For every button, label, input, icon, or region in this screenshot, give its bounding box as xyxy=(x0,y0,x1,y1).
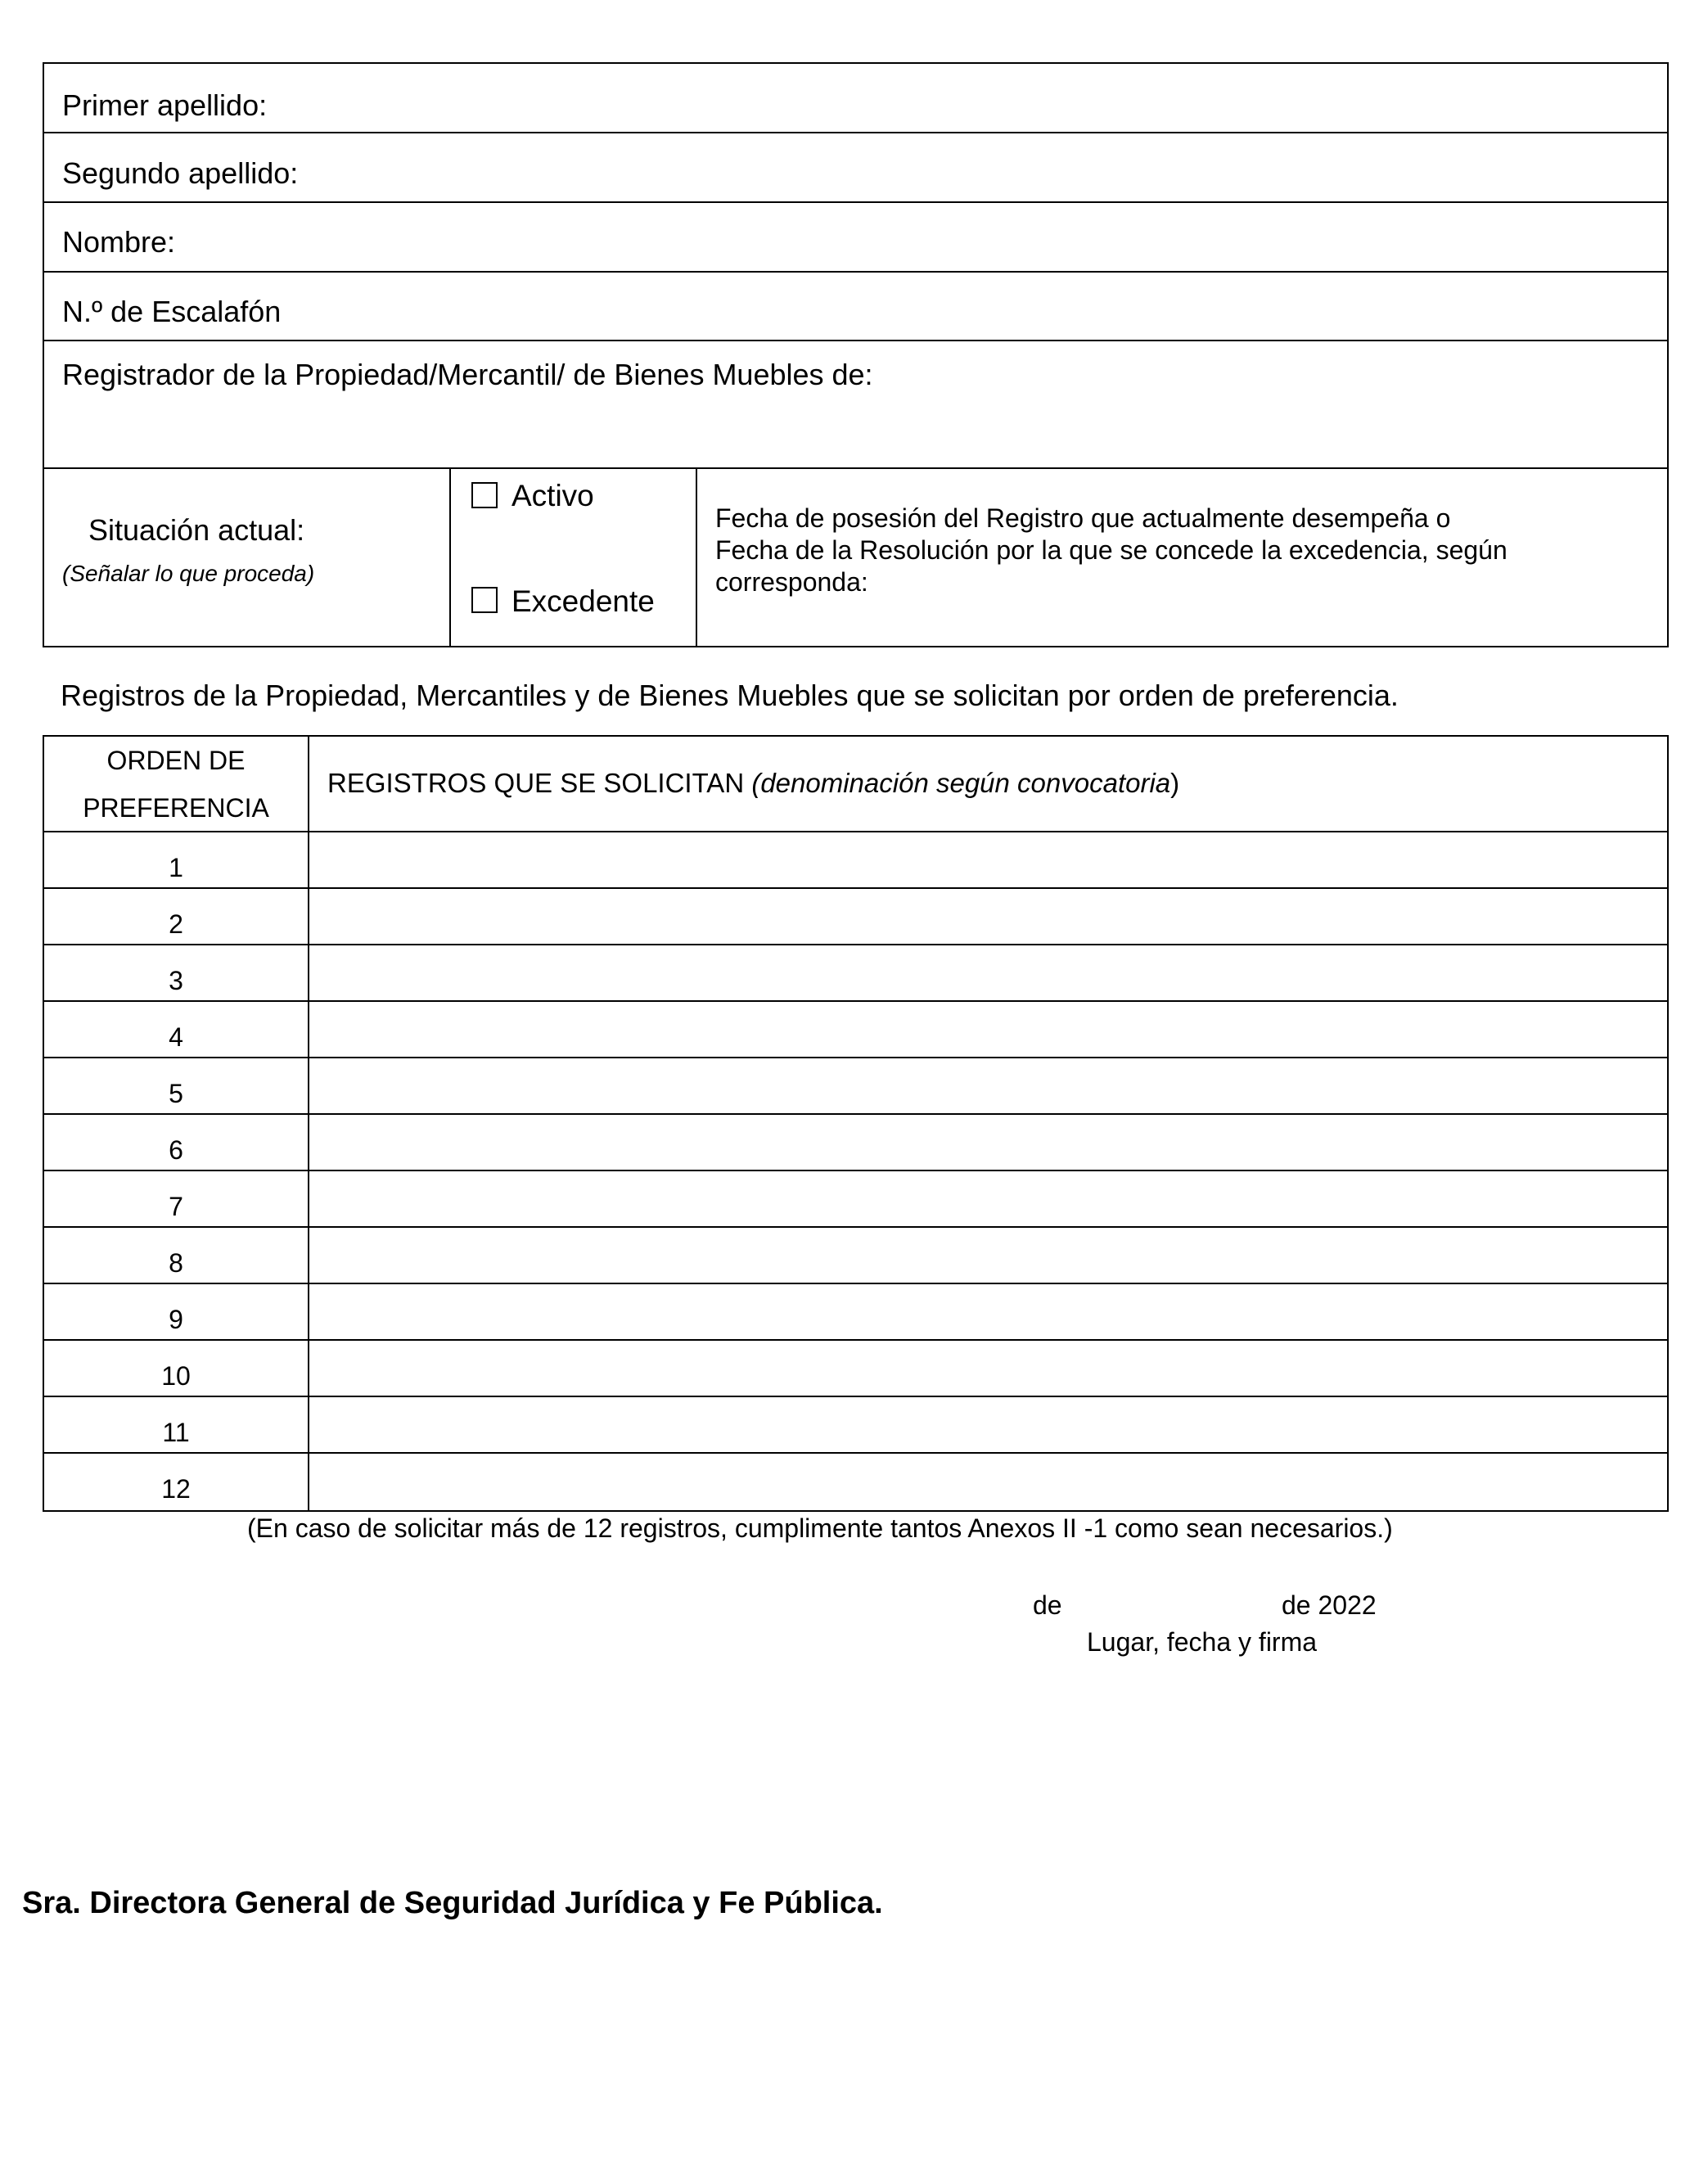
registros-header-close: ) xyxy=(1170,768,1180,798)
table-row[interactable] xyxy=(44,1002,1667,1058)
table-row[interactable] xyxy=(44,1115,1667,1171)
orden-header xyxy=(44,737,309,831)
situacion-label: Situación actual: xyxy=(88,513,305,547)
situacion-hint: (Señalar lo que proceda) xyxy=(62,561,315,586)
registros-header-italic: (denominación según convocatoria xyxy=(751,768,1171,798)
activo-checkbox[interactable] xyxy=(471,482,498,508)
registros-header-label xyxy=(327,768,1179,799)
registros-table xyxy=(43,735,1669,1512)
orden-number: 12 xyxy=(44,1454,309,1510)
orden-number: 9 xyxy=(44,1284,309,1339)
firma-de-2: de 2022 xyxy=(1282,1590,1377,1620)
orden-header-line1: ORDEN DE xyxy=(106,746,246,775)
orden-number: 10 xyxy=(44,1341,309,1396)
orden-number: 11 xyxy=(44,1397,309,1452)
field-segundo-apellido[interactable] xyxy=(44,133,1667,203)
table-row[interactable] xyxy=(44,1228,1667,1284)
registros-header-main: REGISTROS QUE SE SOLICITAN xyxy=(327,768,752,798)
fecha-line-2: Fecha de la Resolución por la que se concede la excedencia, según xyxy=(715,535,1507,565)
fecha-line-1: Fecha de posesión del Registro que actualmente desempeña o xyxy=(715,503,1451,533)
field-primer-apellido[interactable] xyxy=(44,64,1667,133)
table-row[interactable] xyxy=(44,1284,1667,1341)
registros-note: (En caso de solicitar más de 12 registros, cumplimente tantos Anexos II -1 como sean necesarios.) xyxy=(247,1513,1393,1543)
table-row[interactable] xyxy=(44,832,1667,889)
registros-header xyxy=(44,737,1667,832)
table-row[interactable] xyxy=(44,889,1667,945)
orden-header-line2: PREFERENCIA xyxy=(83,793,269,823)
situacion-options-cell xyxy=(451,469,697,646)
orden-number: 4 xyxy=(44,1002,309,1057)
table-row[interactable] xyxy=(44,1397,1667,1454)
registros-intro: Registros de la Propiedad, Mercantiles y de Bienes Muebles que se solicitan por orden de preferencia. xyxy=(61,679,1399,712)
orden-number: 3 xyxy=(44,945,309,1000)
orden-number: 7 xyxy=(44,1171,309,1226)
fecha-text xyxy=(715,503,1507,598)
nombre-label: Nombre: xyxy=(62,225,176,259)
orden-number: 2 xyxy=(44,889,309,944)
primer-apellido-label: Primer apellido: xyxy=(62,88,268,122)
table-row[interactable] xyxy=(44,945,1667,1002)
table-row[interactable] xyxy=(44,1171,1667,1228)
fecha-cell[interactable] xyxy=(697,469,1667,646)
segundo-apellido-label: Segundo apellido: xyxy=(62,156,299,190)
firma-label: Lugar, fecha y firma xyxy=(1087,1627,1318,1657)
table-row[interactable] xyxy=(44,1454,1667,1510)
situacion-row xyxy=(44,469,1667,646)
registrador-label: Registrador de la Propiedad/Mercantil/ de Bienes Muebles de: xyxy=(62,358,873,391)
field-nombre[interactable] xyxy=(44,203,1667,273)
field-escalafon[interactable] xyxy=(44,273,1667,341)
orden-number: 8 xyxy=(44,1228,309,1283)
fecha-line-3: corresponda: xyxy=(715,567,868,597)
firma-de-1: de xyxy=(1033,1590,1062,1620)
table-row[interactable] xyxy=(44,1341,1667,1397)
table-row[interactable] xyxy=(44,1058,1667,1115)
destinatario: Sra. Directora General de Seguridad Jurídica y Fe Pública. xyxy=(22,1886,883,1920)
activo-label: Activo xyxy=(511,479,594,512)
escalafon-label: N.º de Escalafón xyxy=(62,295,282,328)
orden-number: 5 xyxy=(44,1058,309,1113)
excedente-label: Excedente xyxy=(511,584,655,618)
excedente-checkbox[interactable] xyxy=(471,587,498,613)
field-registrador[interactable] xyxy=(44,341,1667,469)
orden-number: 6 xyxy=(44,1115,309,1170)
orden-number: 1 xyxy=(44,832,309,887)
situacion-label-cell xyxy=(44,469,451,646)
personal-data-table xyxy=(43,62,1669,647)
